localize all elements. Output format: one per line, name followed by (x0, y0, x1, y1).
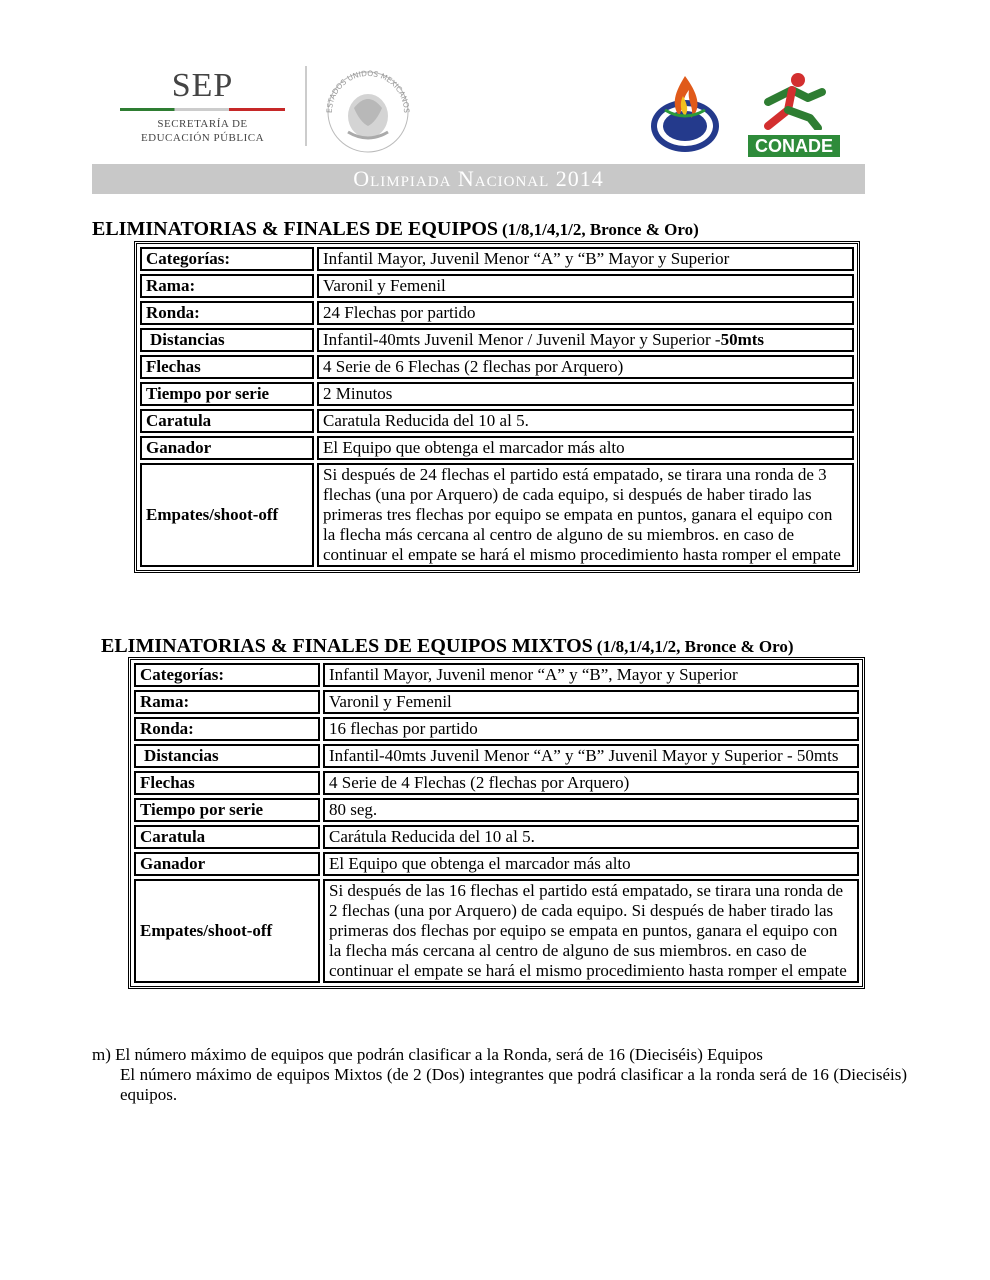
row-value: 2 Minutos (317, 382, 854, 406)
table-row (140, 247, 854, 271)
row-label: Distancias (134, 744, 320, 768)
section2-title-suffix: (1/8,1/4,1/2, Bronce & Oro) (596, 637, 794, 656)
row-value: El Equipo que obtenga el marcador más alto (323, 852, 859, 876)
row-value: Infantil Mayor, Juvenil Menor “A” y “B” Mayor y Superior (317, 247, 854, 271)
row-value: El Equipo que obtenga el marcador más alto (317, 436, 854, 460)
sep-logo (120, 68, 285, 145)
sep-logo-stripe (120, 108, 285, 111)
table-row (134, 798, 859, 822)
row-value: Carátula Reducida del 10 al 5. (323, 825, 859, 849)
section2-title (101, 635, 794, 658)
row-label: Rama: (140, 274, 314, 298)
row-label: Caratula (134, 825, 320, 849)
row-label: Tiempo por serie (140, 382, 314, 406)
row-label: Flechas (134, 771, 320, 795)
row-label: Flechas (140, 355, 314, 379)
row-value: Varonil y Femenil (323, 690, 859, 714)
mexico-seal-icon (318, 60, 418, 155)
row-value: 16 flechas por partido (323, 717, 859, 741)
table-row (140, 436, 854, 460)
row-value: Infantil-40mts Juvenil Menor “A” y “B” Juvenil Mayor y Superior - 50mts (323, 744, 859, 768)
row-value: Infantil Mayor, Juvenil menor “A” y “B”, Mayor y Superior (323, 663, 859, 687)
row-value: 24 Flechas por partido (317, 301, 854, 325)
row-label: Categorías: (140, 247, 314, 271)
row-label: Ganador (134, 852, 320, 876)
note-line-1: m) El número máximo de equipos que podrán clasificar a la Ronda, será de 16 (Dieciséis) Equipos (92, 1045, 763, 1064)
table-row (140, 301, 854, 325)
table-row (134, 825, 859, 849)
note-line-2: El número máximo de equipos Mixtos (de 2 (Dos) integrantes que podrá clasificar a la ronda será de 16 (Dieciséis) equipos. (120, 1065, 907, 1104)
section2-title-main: ELIMINATORIAS & FINALES DE EQUIPOS MIXTOS (101, 635, 593, 657)
row-value: Si después de las 16 flechas el partido está empatado, se tirara una ronda de 2 flechas (una por Arquero) de cada equipo. Si después de haber tirado las primeras dos flechas por equipo se empata en puntos, ganara el equipo con la flecha más cercana al centro de alguno de sus miembros. en caso de continuar el empate se hará el mismo procedimiento hasta romper el empate (323, 879, 859, 983)
olimpiada-logo-icon (645, 70, 725, 154)
distance-text: Infantil-40mts Juvenil Menor / Juvenil Mayor y Superior - (323, 330, 721, 349)
table-row (134, 879, 859, 983)
row-label: Tiempo por serie (134, 798, 320, 822)
table-row (134, 717, 859, 741)
section1-title-main: ELIMINATORIAS & FINALES DE EQUIPOS (92, 218, 499, 240)
section1-table (134, 241, 860, 573)
section2-table (128, 657, 865, 989)
banner-title: Olimpiada Nacional 2014 (353, 166, 604, 191)
row-value: 80 seg. (323, 798, 859, 822)
sep-logo-line2: EDUCACIÓN PÚBLICA (140, 132, 265, 144)
row-value: 4 Serie de 6 Flechas (2 flechas por Arquero) (317, 355, 854, 379)
event-banner (92, 164, 865, 194)
row-label: Ganador (140, 436, 314, 460)
row-value (317, 328, 854, 352)
distance-bold: 50mts (720, 330, 765, 349)
seal-text: ESTADOS UNIDOS MEXICANOS (324, 68, 412, 114)
table-row (140, 463, 854, 567)
conade-logo (748, 72, 840, 154)
row-label: Categorías: (134, 663, 320, 687)
row-label: Caratula (140, 409, 314, 433)
row-label: Rama: (134, 690, 320, 714)
table-row (140, 328, 854, 352)
table-row (134, 771, 859, 795)
row-value: 4 Serie de 4 Flechas (2 flechas por Arquero) (323, 771, 859, 795)
row-label: Ronda: (134, 717, 320, 741)
table-row (134, 663, 859, 687)
conade-label: CONADE (748, 135, 840, 157)
table-row (134, 744, 859, 768)
notes-section (92, 1045, 907, 1105)
row-label: Empates/shoot-off (134, 879, 320, 983)
conade-runner-icon (748, 72, 840, 130)
table-row (140, 409, 854, 433)
table-row (140, 355, 854, 379)
sep-logo-word: SEP (171, 67, 234, 104)
table-row (134, 690, 859, 714)
table-row (140, 382, 854, 406)
row-label: Empates/shoot-off (140, 463, 314, 567)
row-value: Si después de 24 flechas el partido está empatado, se tirara una ronda de 3 flechas (una por Arquero) de cada equipo, si después de haber tirado las primeras tres flechas por equipo se empata en puntos, ganara el equipo con la flecha más cercana al centro de alguno de su miembros. en caso de continuar el empate se hará el mismo procedimiento hasta romper el empate (317, 463, 854, 567)
sep-logo-line1: SECRETARÍA DE (157, 118, 248, 130)
table-row (134, 852, 859, 876)
table-row (140, 274, 854, 298)
row-value: Caratula Reducida del 10 al 5. (317, 409, 854, 433)
row-label: Ronda: (140, 301, 314, 325)
row-value: Varonil y Femenil (317, 274, 854, 298)
section1-title-suffix: (1/8,1/4,1/2, Bronce & Oro) (502, 220, 699, 239)
section1-title (92, 218, 699, 241)
row-label: Distancias (140, 328, 314, 352)
header-divider (305, 66, 307, 146)
